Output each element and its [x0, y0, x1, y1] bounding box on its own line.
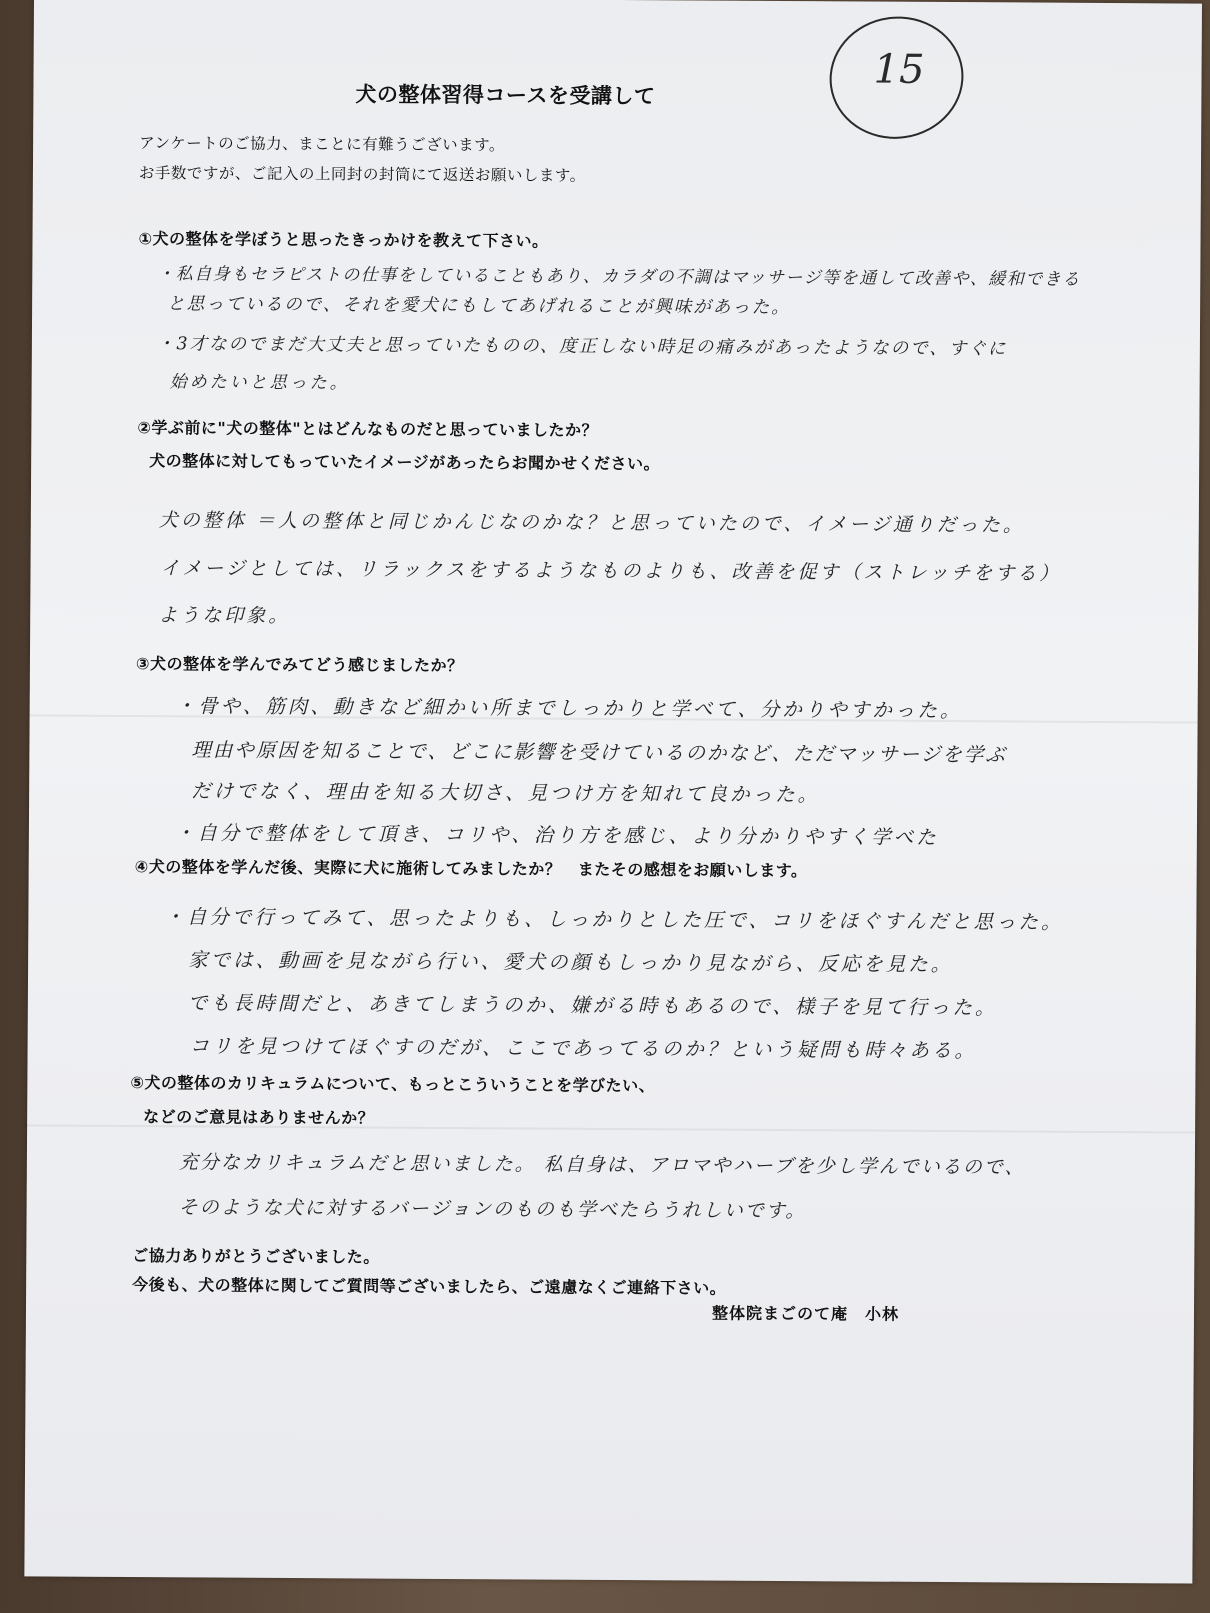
- signature: 整体院まごのて庵 小林: [711, 1303, 900, 1324]
- question-1: ①犬の整体を学ぼうと思ったきっかけを教えて下さい。: [138, 229, 549, 251]
- answer-5-line: 充分なカリキュラムだと思いました。 私自身は、アロマやハーブを少し学んでいるので、: [178, 1151, 1026, 1179]
- survey-sheet: [24, 0, 1202, 1584]
- answer-1-line: 始めたいと思った。: [169, 372, 350, 394]
- question-3: ③犬の整体を学んでみてどう感じましたか？: [135, 654, 464, 676]
- answer-4-line: ・自分で行ってみて、思ったよりも、しっかりとした圧で、コリをほぐすんだと思った。: [164, 905, 1064, 934]
- question-2-sub: 犬の整体に対してもっていたイメージがあったらお聞かせください。: [149, 451, 661, 474]
- answer-4-line: コリを見つけてほぐすのだが、ここであってるのか？という疑問も時々ある。: [189, 1034, 977, 1063]
- answer-1-line: ・私自身もセラピストの仕事をしていることもあり、カラダの不調はマッサージ等を通して改善や、緩和できる: [157, 264, 1081, 290]
- answer-3-line: ・骨や、筋肉、動きなど細かい所までしっかりと学べて、分かりやすかった。: [175, 694, 963, 723]
- handwritten-number: 15: [873, 46, 925, 93]
- question-2: ②学ぶ前に"犬の整体"とはどんなものだと思っていましたか？: [137, 418, 599, 440]
- answer-5-line: そのような犬に対するバージョンのものも学べたらうれしいです。: [178, 1196, 807, 1223]
- closing-contact: 今後も、犬の整体に関してご質問等ございましたら、ご遠慮なくご連絡下さい。: [132, 1275, 727, 1298]
- answer-2-line: イメージとしては、リラックスをするようなものよりも、改善を促す（ストレッチをする）: [160, 557, 1062, 585]
- intro-line: お手数ですが、ご記入の上同封の封筒にて返送お願いします。: [138, 164, 586, 185]
- question-5-sub: などのご意見はありませんか？: [143, 1107, 375, 1128]
- intro-line: アンケートのご協力、まことに有難うございます。: [139, 134, 506, 155]
- answer-1-line: と思っているので、それを愛犬にもしてあげれることが興味があった。: [167, 294, 791, 319]
- answer-2-line: 犬の整体 ＝人の整体と同じかんじなのかな？と思っていたので、イメージ通りだった。: [158, 509, 1025, 537]
- answer-3-line: 理由や原因を知ることで、どこに影響を受けているのかなど、ただマッサージを学ぶ: [191, 738, 1007, 767]
- question-5: ⑤犬の整体のカリキュラムについて、もっとこういうことを学びたい、: [130, 1073, 656, 1096]
- answer-3-line: だけでなく、理由を知る大切さ、見つけ方を知れて良かった。: [191, 779, 821, 807]
- answer-4-line: 家では、動画を見ながら行い、愛犬の顔もしっかり見ながら、反応を見た。: [188, 948, 954, 977]
- answer-2-line: ような印象。: [158, 604, 291, 628]
- answer-4-line: でも長時間だと、あきてしまうのか、嫌がる時もあるので、様子を見て行った。: [187, 991, 998, 1020]
- survey-title: 犬の整体習得コースを受講して: [355, 82, 656, 109]
- answer-1-line: ・3才なのでまだ大丈夫と思っていたものの、度正しない時足の痛みがあったようなので、すぐに: [156, 334, 1008, 360]
- closing-thanks: ご協力ありがとうございました。: [132, 1246, 380, 1267]
- question-4: ④犬の整体を学んだ後、実際に犬に施術してみましたか？ またその感想をお願いします。: [134, 857, 808, 881]
- answer-3-line: ・自分で整体をして頂き、コリや、治り方を感じ、より分かりやすく学べた: [174, 821, 939, 849]
